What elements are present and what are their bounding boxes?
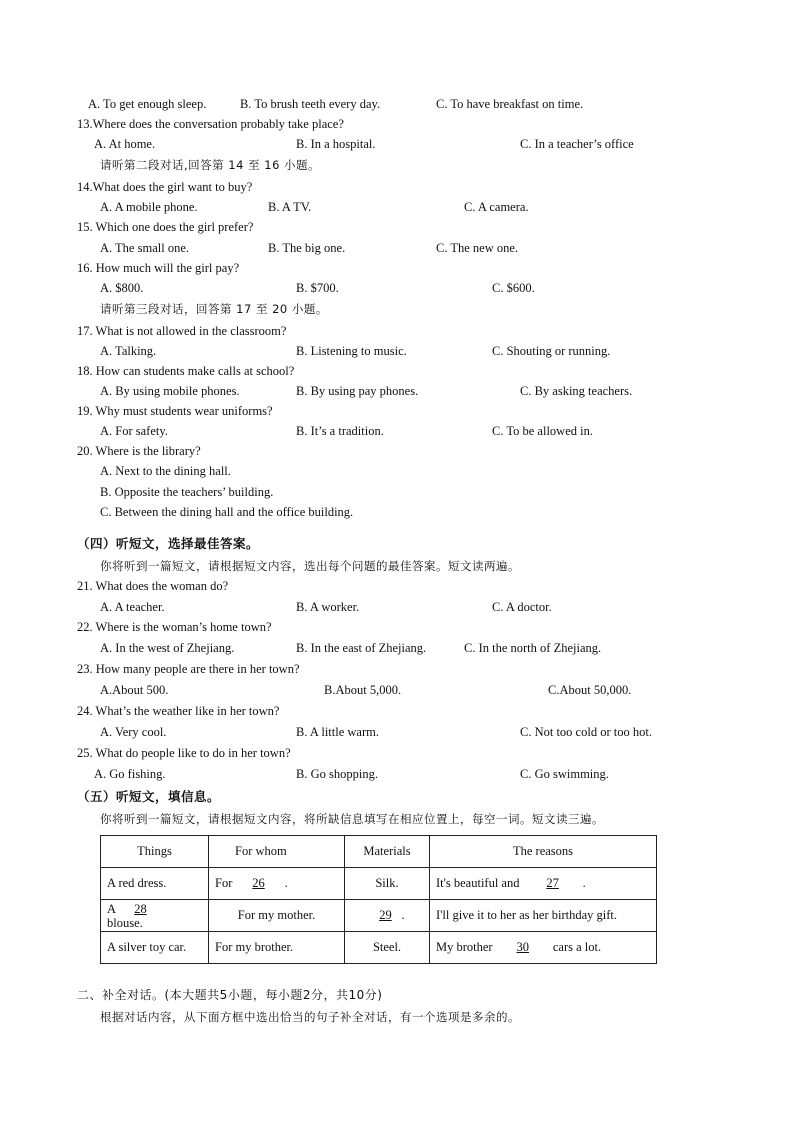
q16-option-c: C. $600.: [492, 281, 535, 295]
cell-text: cars a lot.: [552, 940, 602, 954]
answer-blank-27: 27: [546, 876, 559, 890]
q12-option-c: C. To have breakfast on time.: [436, 97, 584, 111]
q25-question: 25. What do people like to do in her town?: [77, 746, 291, 760]
q19-question: 19. Why must students wear uniforms?: [77, 404, 273, 418]
q17-option-c: C. Shouting or running.: [492, 344, 611, 358]
q14-option-c: C. A camera.: [464, 200, 529, 214]
q20-option-b: B. Opposite the teachers’ building.: [100, 485, 274, 499]
q23-question: 23. How many people are there in her town?: [77, 662, 300, 676]
cell-punctuation: .: [582, 876, 586, 890]
q21-question: 21. What does the woman do?: [77, 579, 229, 593]
q14-option-b: B. A TV.: [268, 200, 312, 214]
cell-text: blouse.: [107, 915, 143, 930]
section-4-instruction: 你将听到一篇短文，请根据短文内容，选出每个问题的最佳答案。短文读两遍。: [100, 559, 520, 573]
cell-text: My brother: [436, 940, 493, 954]
q13-option-c: C. In a teacher’s office: [520, 137, 634, 151]
answer-blank-30: 30: [516, 940, 529, 954]
q13-option-a: A. At home.: [94, 137, 156, 151]
table-header: Materials: [345, 836, 430, 868]
q20-option-c: C. Between the dining hall and the office building.: [100, 505, 354, 519]
cell-text: For: [215, 876, 233, 890]
q15-question: 15. Which one does the girl prefer?: [77, 220, 254, 234]
q20-option-a: A. Next to the dining hall.: [100, 464, 231, 478]
table-cell: I'll give it to her as her birthday gift.: [430, 900, 657, 932]
q22-option-c: C. In the north of Zhejiang.: [464, 641, 602, 655]
cell-punctuation: .: [401, 908, 405, 922]
section-5-heading: （五）听短文，填信息。: [77, 789, 221, 804]
q15-option-b: B. The big one.: [268, 241, 346, 255]
q19-option-a: A. For safety.: [100, 424, 168, 438]
q25-option-c: C. Go swimming.: [520, 767, 609, 781]
q19-option-c: C. To be allowed in.: [492, 424, 593, 438]
q16-option-a: A. $800.: [100, 281, 144, 295]
q18-option-a: A. By using mobile phones.: [100, 384, 240, 398]
table-cell: [430, 932, 657, 964]
q23-option-a: A.About 500.: [100, 683, 169, 697]
q15-option-c: C. The new one.: [436, 241, 519, 255]
q17-option-b: B. Listening to music.: [296, 344, 407, 358]
q21-option-b: B. A worker.: [296, 600, 360, 614]
cell-punctuation: .: [284, 876, 288, 890]
cell-text: It's beautiful and: [436, 876, 520, 890]
q12-option-a: A. To get enough sleep.: [88, 97, 207, 111]
q14-option-a: A. A mobile phone.: [100, 200, 198, 214]
answer-blank-29: 29: [379, 908, 392, 922]
cell-text: A: [107, 901, 116, 916]
q22-option-b: B. In the east of Zhejiang.: [296, 641, 427, 655]
q25-option-a: A. Go fishing.: [94, 767, 166, 781]
instruction-dialog-2: 请听第二段对话,回答第 14 至 16 小题。: [100, 158, 321, 172]
q23-option-b: B.About 5,000.: [324, 683, 402, 697]
table-cell: Steel.: [345, 932, 430, 964]
table-header: For whom: [209, 836, 345, 868]
answer-blank-26: 26: [252, 876, 265, 890]
table-cell: Silk.: [345, 868, 430, 900]
table-cell: A red dress.: [101, 868, 209, 900]
info-table: [100, 835, 657, 964]
q13-question: 13.Where does the conversation probably take place?: [77, 117, 344, 131]
q21-option-a: A. A teacher.: [100, 600, 165, 614]
q24-question: 24. What’s the weather like in her town?: [77, 704, 280, 718]
part-2-instruction: 根据对话内容，从下面方框中选出恰当的句子补全对话，有一个选项是多余的。: [100, 1010, 520, 1024]
q15-option-a: A. The small one.: [100, 241, 189, 255]
q19-option-b: B. It’s a tradition.: [296, 424, 384, 438]
q16-option-b: B. $700.: [296, 281, 339, 295]
q24-option-b: B. A little warm.: [296, 725, 379, 739]
table-header: The reasons: [430, 836, 657, 868]
section-4-heading: （四）听短文，选择最佳答案。: [77, 536, 260, 551]
q23-option-c: C.About 50,000.: [548, 683, 632, 697]
q21-option-c: C. A doctor.: [492, 600, 552, 614]
q18-question: 18. How can students make calls at school?: [77, 364, 295, 378]
section-5-instruction: 你将听到一篇短文，请根据短文内容，将所缺信息填写在相应位置上，每空一词。短文读三遍。: [100, 812, 604, 826]
table-cell: [430, 868, 657, 900]
answer-blank-28: 28: [134, 901, 147, 916]
q22-option-a: A. In the west of Zhejiang.: [100, 641, 235, 655]
q12-option-b: B. To brush teeth every day.: [240, 97, 381, 111]
q17-option-a: A. Talking.: [100, 344, 157, 358]
table-header: Things: [101, 836, 209, 868]
q22-question: 22. Where is the woman’s home town?: [77, 620, 272, 634]
table-cell: For my brother.: [209, 932, 345, 964]
q24-option-a: A. Very cool.: [100, 725, 167, 739]
q18-option-b: B. By using pay phones.: [296, 384, 419, 398]
table-cell: A silver toy car.: [101, 932, 209, 964]
table-row: [101, 868, 657, 900]
q13-option-b: B. In a hospital.: [296, 137, 376, 151]
q25-option-b: B. Go shopping.: [296, 767, 378, 781]
table-cell: [101, 900, 209, 932]
table-cell: [209, 868, 345, 900]
q24-option-c: C. Not too cold or too hot.: [520, 725, 652, 739]
instruction-dialog-3: 请听第三段对话，回答第 17 至 20 小题。: [100, 302, 328, 316]
q18-option-c: C. By asking teachers.: [520, 384, 633, 398]
part-2-heading: 二、补全对话。(本大题共5小题，每小题2分，共10分): [77, 988, 383, 1002]
table-cell: [345, 900, 430, 932]
table-cell: For my mother.: [209, 900, 345, 932]
table-row: [101, 932, 657, 964]
q17-question: 17. What is not allowed in the classroom?: [77, 324, 287, 338]
q16-question: 16. How much will the girl pay?: [77, 261, 240, 275]
q14-question: 14.What does the girl want to buy?: [77, 180, 253, 194]
table-header-row: [101, 836, 657, 868]
q20-question: 20. Where is the library?: [77, 444, 201, 458]
table-row: [101, 900, 657, 932]
